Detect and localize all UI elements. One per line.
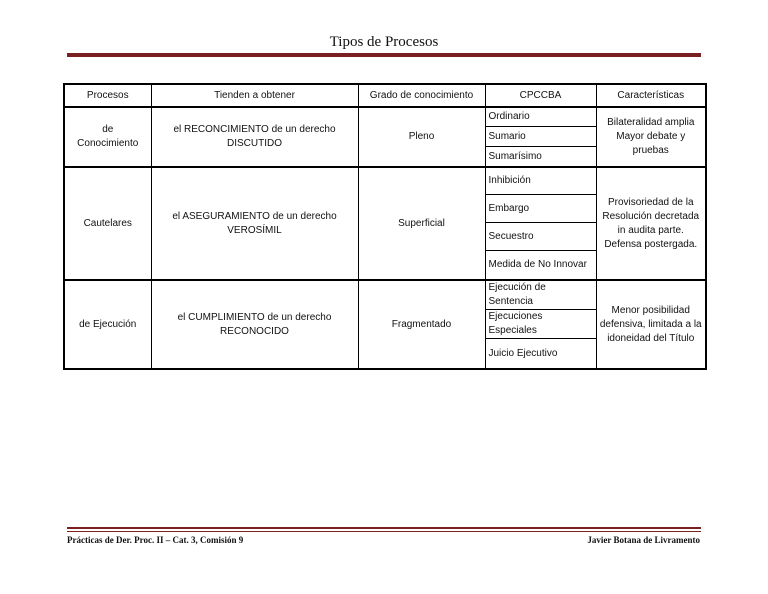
proceso-cell: Cautelares xyxy=(64,167,151,280)
obtener-cell: el CUMPLIMIENTO de un derecho RECONOCIDO xyxy=(151,280,358,369)
caracteristicas-cell xyxy=(596,167,706,280)
processes-table xyxy=(63,83,707,370)
cpccba-cell: Juicio Ejecutivo xyxy=(485,339,596,370)
header-tienden: Tienden a obtener xyxy=(151,84,358,107)
title-divider xyxy=(67,53,701,57)
caracteristicas-cell: Menor posibilidad defensiva, limitada a la idoneidad del Título xyxy=(596,280,706,369)
footer-divider-thin xyxy=(67,531,701,532)
cpccba-cell: Sumarísimo xyxy=(485,147,596,168)
cpccba-cell: Embargo xyxy=(485,195,596,223)
proceso-name: Conocimiento xyxy=(77,138,139,149)
header-cpccba: CPCCBA xyxy=(485,84,596,107)
table-row xyxy=(64,167,706,195)
footer-course: Prácticas de Der. Proc. II – Cat. 3, Comisión 9 xyxy=(67,535,244,545)
cpccba-cell: Sumario xyxy=(485,127,596,147)
proceso-cell: de Ejecución xyxy=(64,280,151,369)
footer-author: Javier Botana de Livramento xyxy=(587,535,700,545)
header-grado: Grado de conocimiento xyxy=(358,84,485,107)
cpccba-cell: Ejecuciones Especiales xyxy=(485,310,596,339)
cpccba-cell: Inhibición xyxy=(485,167,596,195)
proceso-cell: de Conocimiento xyxy=(64,107,151,167)
cpccba-cell: Ejecución de Sentencia xyxy=(485,280,596,310)
page-title: Tipos de Procesos xyxy=(329,34,439,50)
obtener-cell: el ASEGURAMIENTO de un derecho VEROSÍMIL xyxy=(151,167,358,280)
obtener-cell: el RECONCIMIENTO de un derecho DISCUTIDO xyxy=(151,107,358,167)
grado-cell: Pleno xyxy=(358,107,485,167)
grado-cell: Fragmentado xyxy=(358,280,485,369)
cpccba-cell: Medida de No Innovar xyxy=(485,251,596,281)
caracteristicas-text: Provisoriedad de la Resolución decretada in audita parte. xyxy=(602,196,700,236)
cpccba-cell: Secuestro xyxy=(485,223,596,251)
table-header-row xyxy=(64,84,706,107)
table-row xyxy=(64,107,706,127)
footer-divider xyxy=(67,527,701,529)
header-caracteristicas: Características xyxy=(596,84,706,107)
cpccba-cell: Ordinario xyxy=(485,107,596,127)
caracteristicas-text: Defensa postergada. xyxy=(604,238,698,250)
caracteristicas-cell: Bilateralidad amplia Mayor debate y pruebas xyxy=(596,107,706,167)
header-procesos: Procesos xyxy=(64,84,151,107)
grado-cell: Superficial xyxy=(358,167,485,280)
table-row xyxy=(64,280,706,310)
